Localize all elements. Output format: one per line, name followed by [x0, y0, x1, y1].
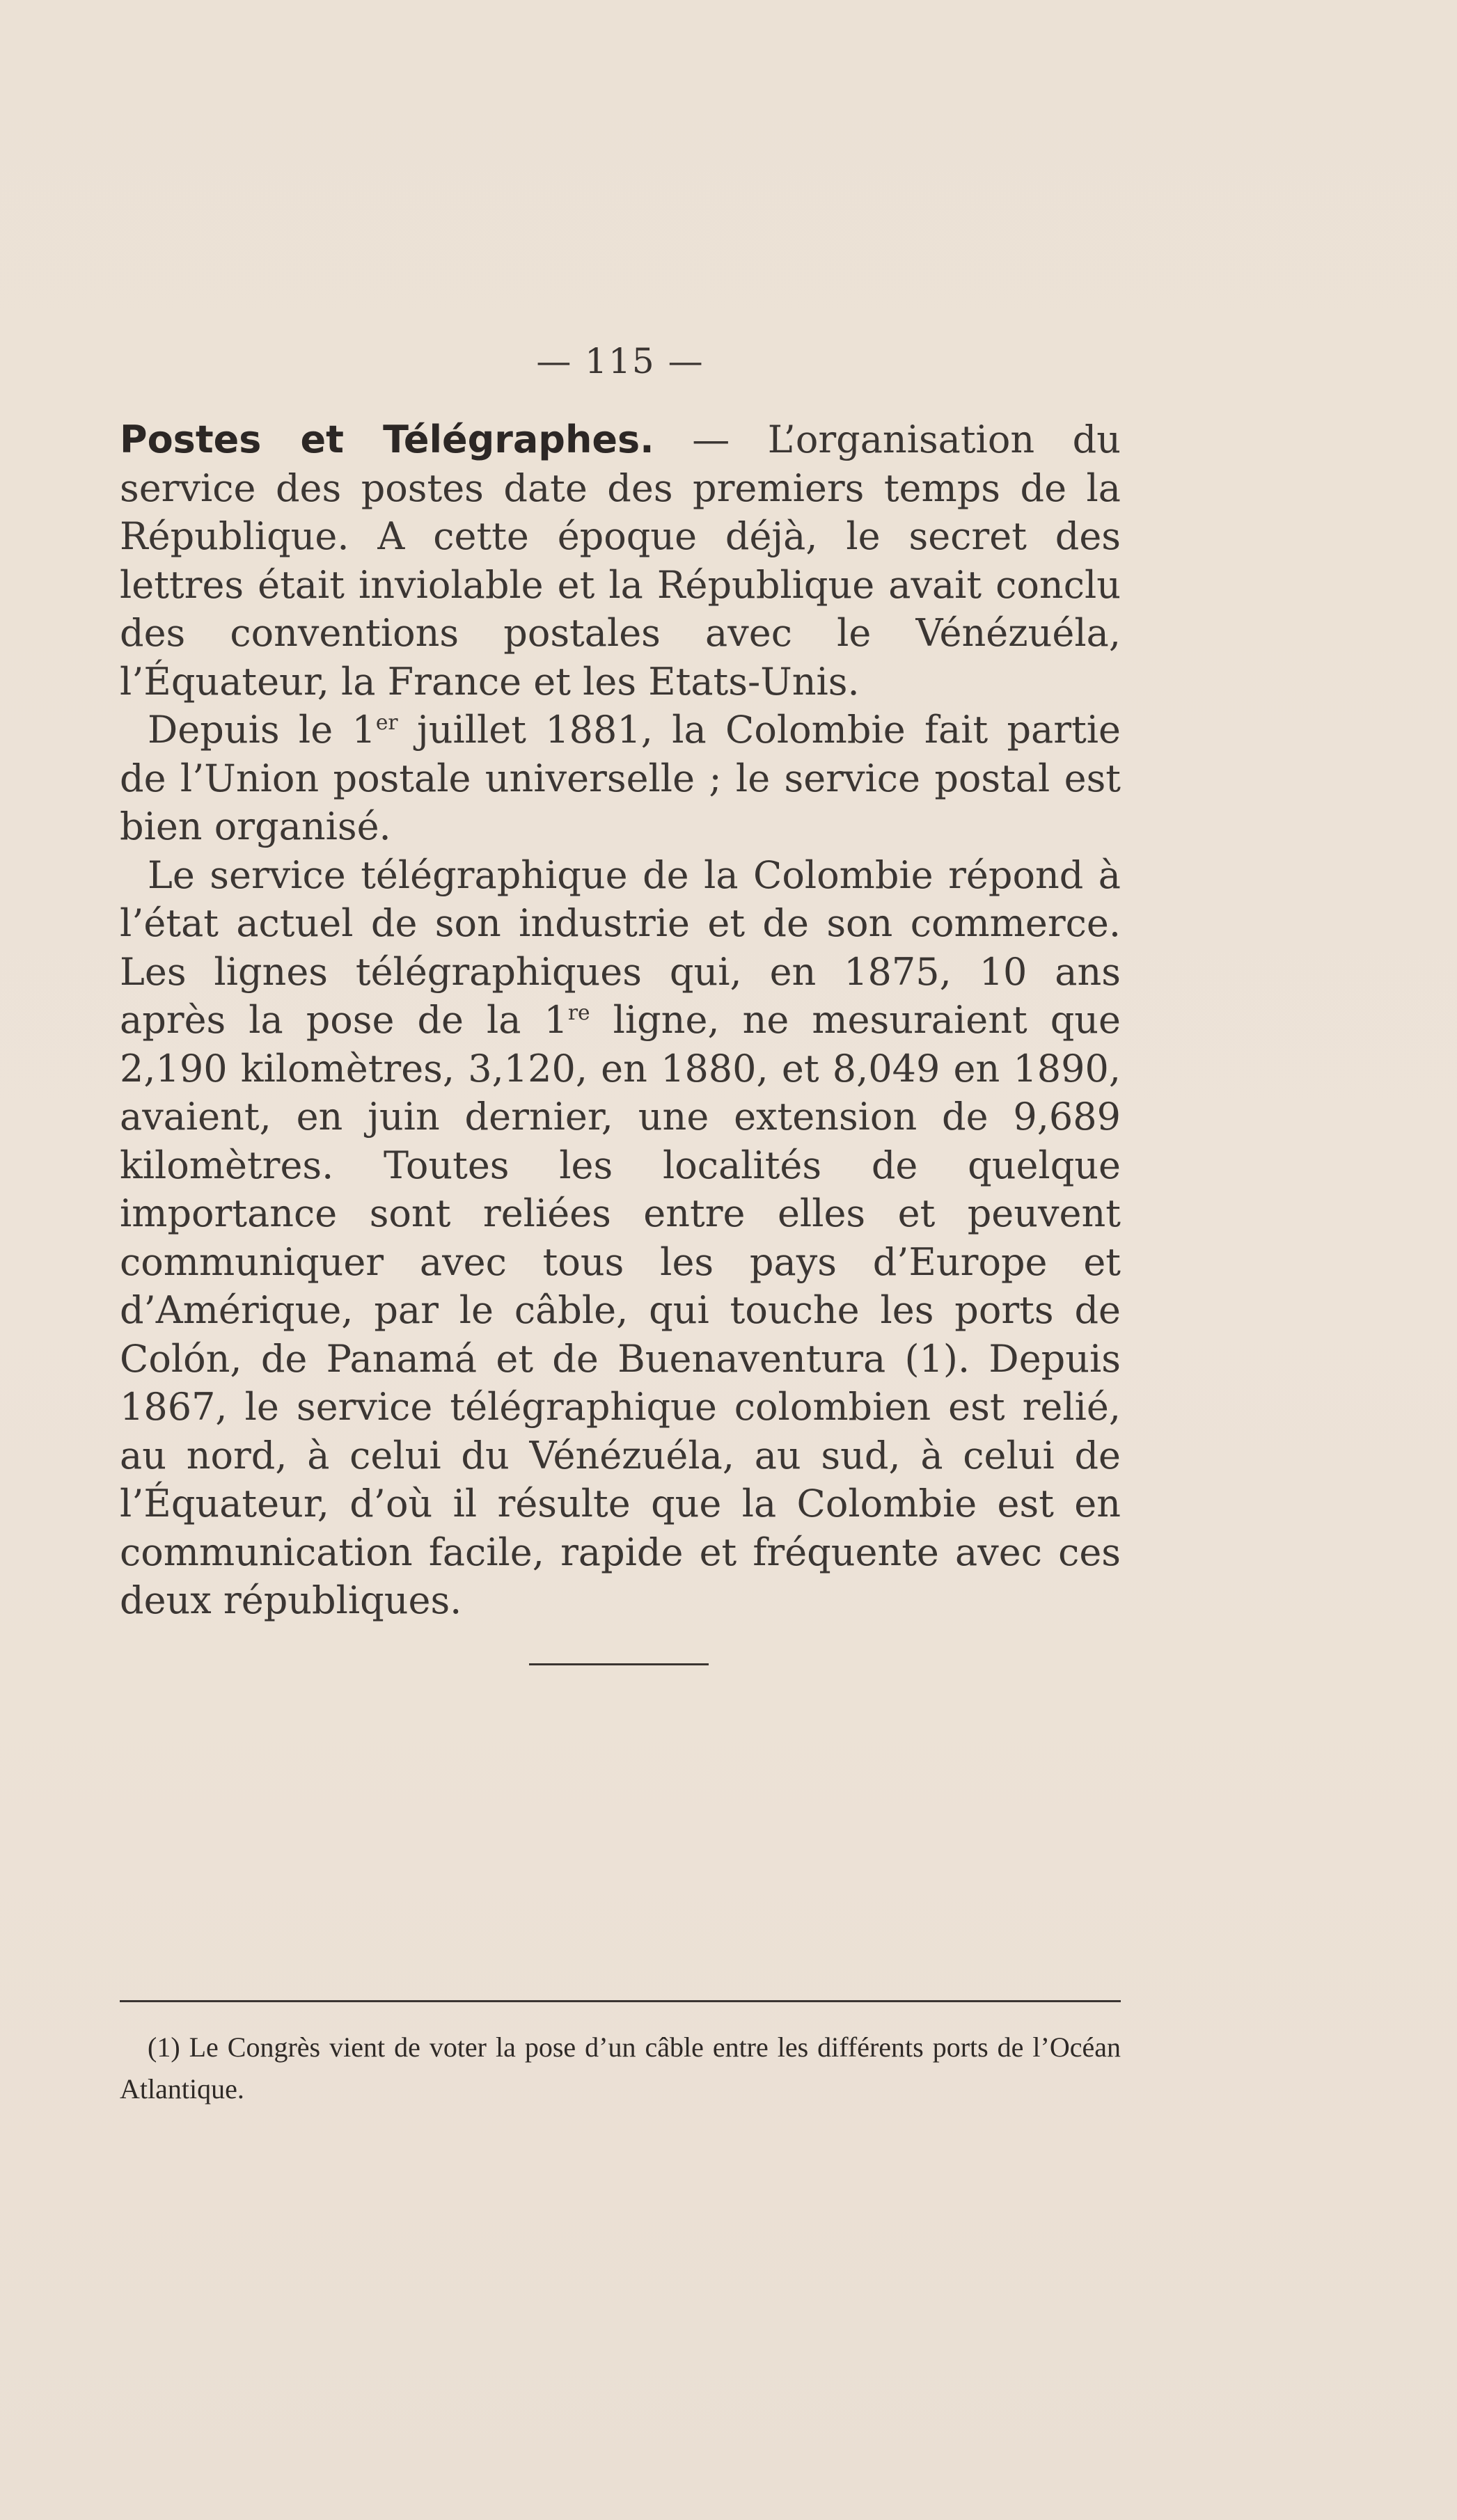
footnote-text: (1) Le Congrès vient de voter la pose d’un câble entre les différents ports de l’Océan Atlantique.	[120, 2031, 1121, 2105]
paragraph-telegraphe	[120, 851, 1121, 1625]
paragraph-text: Depuis le 1	[148, 708, 376, 752]
paragraph-text: — L’organisation du service des postes date des premiers temps de la République. A cette époque déjà, le secret des lettres était inviolable et la République avait conclu des conventions postales avec le Vénézuéla, l’Équateur, la France et les Etats-Unis.	[120, 418, 1121, 704]
paragraph-text: juillet 1881, la Colombie fait partie de l’Union postale universelle ; le service postal est bien organisé.	[120, 708, 1121, 848]
superscript: er	[375, 711, 398, 735]
footnote	[120, 2027, 1121, 2110]
paragraph-union-postale	[120, 706, 1121, 851]
footnote-rule	[120, 2000, 1121, 2002]
paragraph-postes	[120, 415, 1121, 706]
body-text	[120, 415, 1121, 1625]
section-heading: Postes et Télégraphes.	[120, 418, 654, 461]
page-number: — 115 —	[536, 341, 704, 381]
paragraph-text: ligne, ne mesuraient que 2,190 kilomètres, 3,120, en 1880, et 8,049 en 1890, avaient, en juin dernier, une extension de 9,689 kilomètres. Toutes les localités de quelque importance sont reliées entre elles et peuvent communiquer avec tous les pays d’Europe et d’Amérique, par le câble, qui touche les ports de Colón, de Panamá et de Buenaventura (1). Depuis 1867, le service télégraphique colombien est relié, au nord, à celui du Vénézuéla, au sud, à celui de l’Équateur, d’où il résulte que la Colombie est en communication facile, rapide et fréquente avec ces deux républiques.	[120, 998, 1121, 1622]
paragraph-text: Le service télégraphique de la Colombie répond à l’état actuel de son industrie et de son commerce. Les lignes télégraphiques qui, en 1875, 10 ans après la pose de la 1	[120, 853, 1121, 1042]
superscript: re	[567, 1001, 590, 1025]
section-divider	[529, 1663, 709, 1665]
